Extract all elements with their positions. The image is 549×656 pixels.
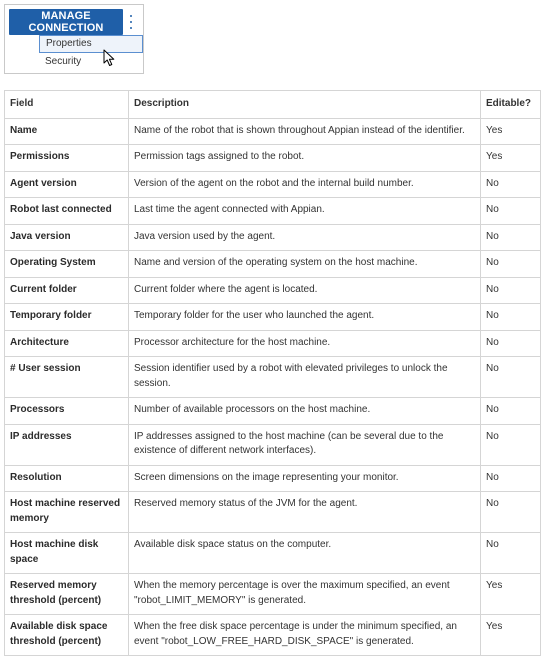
- column-header-description: Description: [129, 91, 481, 119]
- cell-editable: No: [481, 277, 541, 304]
- menu-item-security[interactable]: Security: [45, 56, 82, 67]
- cell-editable: No: [481, 424, 541, 465]
- table-header-row: [5, 91, 541, 119]
- kebab-dot: [130, 15, 132, 17]
- table-body: [5, 118, 541, 656]
- cell-description: Java version used by the agent.: [129, 224, 481, 251]
- table-row: [5, 118, 541, 145]
- cell-field: Host machine reserved memory: [5, 492, 129, 533]
- cell-field: Architecture: [5, 330, 129, 357]
- cell-field: Name: [5, 118, 129, 145]
- table-row: [5, 533, 541, 574]
- manage-connection-button[interactable]: MANAGE CONNECTION: [9, 9, 123, 35]
- cell-field: Java version: [5, 224, 129, 251]
- table-row: [5, 492, 541, 533]
- cell-editable: No: [481, 330, 541, 357]
- table-row: [5, 145, 541, 172]
- cell-editable: Yes: [481, 615, 541, 656]
- table-row: [5, 224, 541, 251]
- cell-description: Name of the robot that is shown throughout Appian instead of the identifier.: [129, 118, 481, 145]
- cell-description: When the memory percentage is over the maximum specified, an event "robot_LIMIT_MEMORY" is generated.: [129, 574, 481, 615]
- cell-editable: No: [481, 533, 541, 574]
- cell-description: When the free disk space percentage is under the minimum specified, an event "robot_LOW_FREE_HARD_DISK_SPACE" is generated.: [129, 615, 481, 656]
- kebab-dot: [130, 27, 132, 29]
- cell-description: Current folder where the agent is located.: [129, 277, 481, 304]
- table-row: [5, 198, 541, 225]
- cell-field: Available disk space threshold (percent): [5, 615, 129, 656]
- manage-connection-menu: [4, 4, 144, 74]
- cell-editable: Yes: [481, 145, 541, 172]
- cell-description: Reserved memory status of the JVM for the agent.: [129, 492, 481, 533]
- table-row: [5, 615, 541, 656]
- cell-field: Host machine disk space: [5, 533, 129, 574]
- cell-description: Version of the agent on the robot and the internal build number.: [129, 171, 481, 198]
- table-row: [5, 424, 541, 465]
- cell-field: Permissions: [5, 145, 129, 172]
- cell-field: Processors: [5, 398, 129, 425]
- cell-description: Last time the agent connected with Appian.: [129, 198, 481, 225]
- cell-description: Temporary folder for the user who launched the agent.: [129, 304, 481, 331]
- table-row: [5, 304, 541, 331]
- cell-editable: No: [481, 224, 541, 251]
- cell-field: Operating System: [5, 251, 129, 278]
- cell-description: IP addresses assigned to the host machine (can be several due to the existence of different network interfaces).: [129, 424, 481, 465]
- cell-editable: No: [481, 357, 541, 398]
- cell-field: Resolution: [5, 465, 129, 492]
- cell-editable: No: [481, 398, 541, 425]
- robot-properties-table: [4, 90, 541, 656]
- cell-editable: No: [481, 304, 541, 331]
- table-row: [5, 357, 541, 398]
- cell-field: Current folder: [5, 277, 129, 304]
- cell-description: Available disk space status on the computer.: [129, 533, 481, 574]
- table-row: [5, 277, 541, 304]
- cell-description: Screen dimensions on the image representing your monitor.: [129, 465, 481, 492]
- cell-field: IP addresses: [5, 424, 129, 465]
- table-row: [5, 330, 541, 357]
- table-row: [5, 171, 541, 198]
- cell-editable: Yes: [481, 118, 541, 145]
- vertical-ellipsis-icon[interactable]: [127, 15, 135, 29]
- table-row: [5, 465, 541, 492]
- cell-editable: No: [481, 251, 541, 278]
- cell-description: Name and version of the operating system on the host machine.: [129, 251, 481, 278]
- cell-description: Number of available processors on the host machine.: [129, 398, 481, 425]
- cell-editable: Yes: [481, 574, 541, 615]
- cell-field: Temporary folder: [5, 304, 129, 331]
- table-row: [5, 574, 541, 615]
- menu-item-properties[interactable]: Properties: [39, 35, 143, 53]
- table-row: [5, 251, 541, 278]
- cell-description: Processor architecture for the host machine.: [129, 330, 481, 357]
- column-header-editable: Editable?: [481, 91, 541, 119]
- kebab-dot: [130, 21, 132, 23]
- cell-description: Permission tags assigned to the robot.: [129, 145, 481, 172]
- table-row: [5, 398, 541, 425]
- cell-editable: No: [481, 465, 541, 492]
- cell-field: Reserved memory threshold (percent): [5, 574, 129, 615]
- cell-editable: No: [481, 492, 541, 533]
- cell-description: Session identifier used by a robot with elevated privileges to unlock the session.: [129, 357, 481, 398]
- cell-field: # User session: [5, 357, 129, 398]
- cell-field: Robot last connected: [5, 198, 129, 225]
- cell-editable: No: [481, 171, 541, 198]
- connection-dropdown-menu: [39, 35, 143, 71]
- column-header-field: Field: [5, 91, 129, 119]
- cell-field: Agent version: [5, 171, 129, 198]
- cell-editable: No: [481, 198, 541, 225]
